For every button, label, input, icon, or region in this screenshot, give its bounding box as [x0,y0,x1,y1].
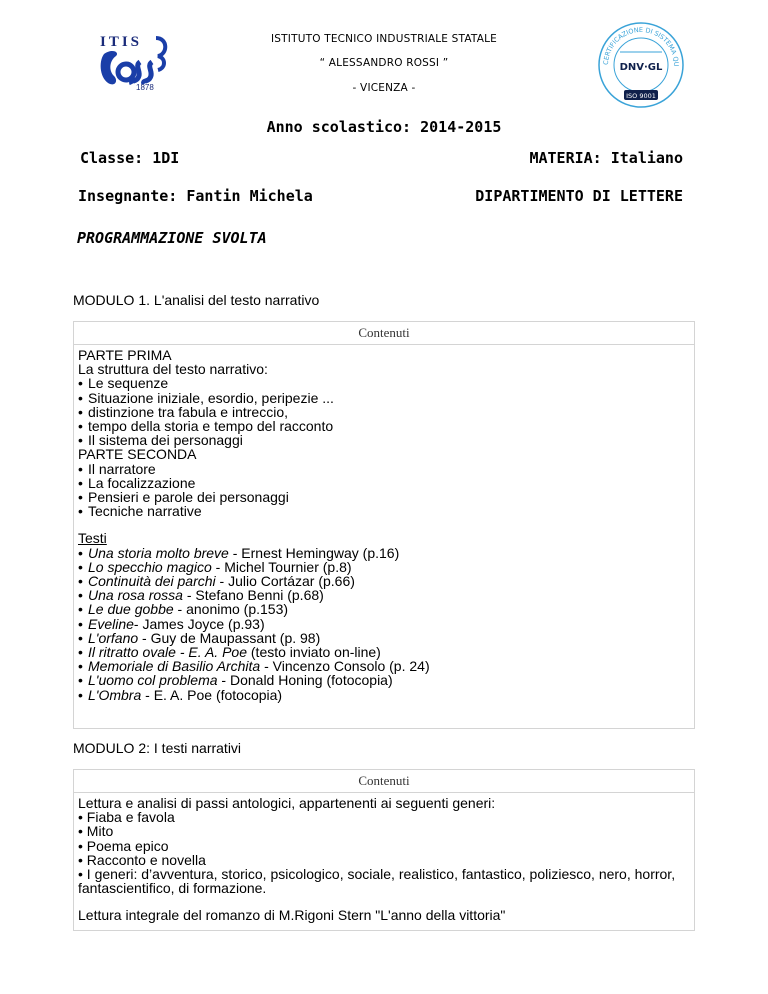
text-item: • Il ritratto ovale - E. A. Poe (testo inviato on-line) [78,644,381,661]
module-1-header: Contenuti [74,322,694,345]
module-2-contents [74,793,694,923]
module-2-title: MODULO 2: I testi narrativi [73,740,242,756]
genre-item: • Poema epico [78,837,169,854]
school-year: Anno scolastico: 2014-2015 [266,118,502,136]
svg-text:DNV·GL: DNV·GL [619,62,663,73]
teacher-label: Insegnante: Fantin Michela [78,187,313,205]
module-1-table [73,321,695,729]
text-item: • Lo specchio magico - Michel Tournier (p.8) [78,558,352,575]
part-two-label: PARTE SECONDA [78,446,197,463]
genre-item-continued: fantascientifico, di formazione. [78,880,267,897]
genre-item: • Fiaba e favola [78,809,175,826]
list-item: • Situazione iniziale, esordio, peripezie ... [78,389,334,406]
school-name: “ ALESSANDRO ROSSI ” [319,57,449,69]
text-item: • Eveline- James Joyce (p.93) [78,615,265,632]
subject-label: MATERIA: Italiano [529,149,683,167]
part-one-label: PARTE PRIMA [78,347,172,363]
text-item: • Una storia molto breve - Ernest Hemingway (p.16) [78,544,400,561]
quality-certification-seal [598,22,684,108]
text-item: • L'uomo col problema - Donald Honing (fotocopia) [78,672,393,689]
text-item: • L'Ombra - E. A. Poe (fotocopia) [78,686,283,703]
text-item: • Continuità dei parchi - Julio Cortázar (p.66) [78,573,355,590]
module-1-contents [74,345,694,702]
svg-text:ISO 9001: ISO 9001 [626,92,656,100]
list-item: • Il sistema dei personaggi [78,432,243,449]
class-label: Classe: 1DI [80,149,180,167]
programmazione-heading: PROGRAMMAZIONE SVOLTA [77,229,267,247]
genre-item: • Mito [78,823,114,840]
genre-item: • Racconto e novella [78,851,206,868]
module-2-header: Contenuti [74,770,694,793]
text-item: • Le due gobbe - anonimo (p.153) [78,601,289,618]
list-item: • La focalizzazione [78,474,196,491]
text-item: • Memoriale di Basilio Archita - Vincenzo Consolo (p. 24) [78,658,430,675]
module-2-table [73,769,695,931]
text-item: • L'orfano - Guy de Maupassant (p. 98) [78,629,321,646]
list-item: • Pensieri e parole dei personaggi [78,489,289,506]
structure-label: La struttura del testo narrativo: [78,361,268,378]
text-item: • Una rosa rossa - Stefano Benni (p.68) [78,587,324,604]
school-type: ISTITUTO TECNICO INDUSTRIALE STATALE [271,33,497,45]
svg-text:CERTIFICAZIONE DI SISTEMA QUAL: CERTIFICAZIONE DI SISTEMA QU [601,25,681,67]
list-item: • Tecniche narrative [78,503,202,520]
intro-text: Lettura e analisi di passi antologici, appartenenti ai seguenti generi: [78,795,496,811]
logo-year: 1878 [136,83,154,92]
genre-item: • I generi: d’avventura, storico, psicologico, sociale, realistico, fantastico, poliziesco, nero, horror, [78,866,676,883]
list-item: • Il narratore [78,460,156,477]
module-1-title: MODULO 1. L'analisi del testo narrativo [73,292,320,308]
list-item: • Le sequenze [78,375,169,392]
department-label: DIPARTIMENTO DI LETTERE [475,187,683,205]
novel-reading: Lettura integrale del romanzo di M.Rigoni Stern "L'anno della vittoria" [78,907,506,924]
list-item: • distinzione tra fabula e intreccio, [78,403,288,420]
logo-text: ITIS [100,34,143,50]
list-item: • tempo della storia e tempo del racconto [78,418,334,435]
school-city: - VICENZA - [352,82,416,94]
testi-label: Testi [78,530,107,547]
